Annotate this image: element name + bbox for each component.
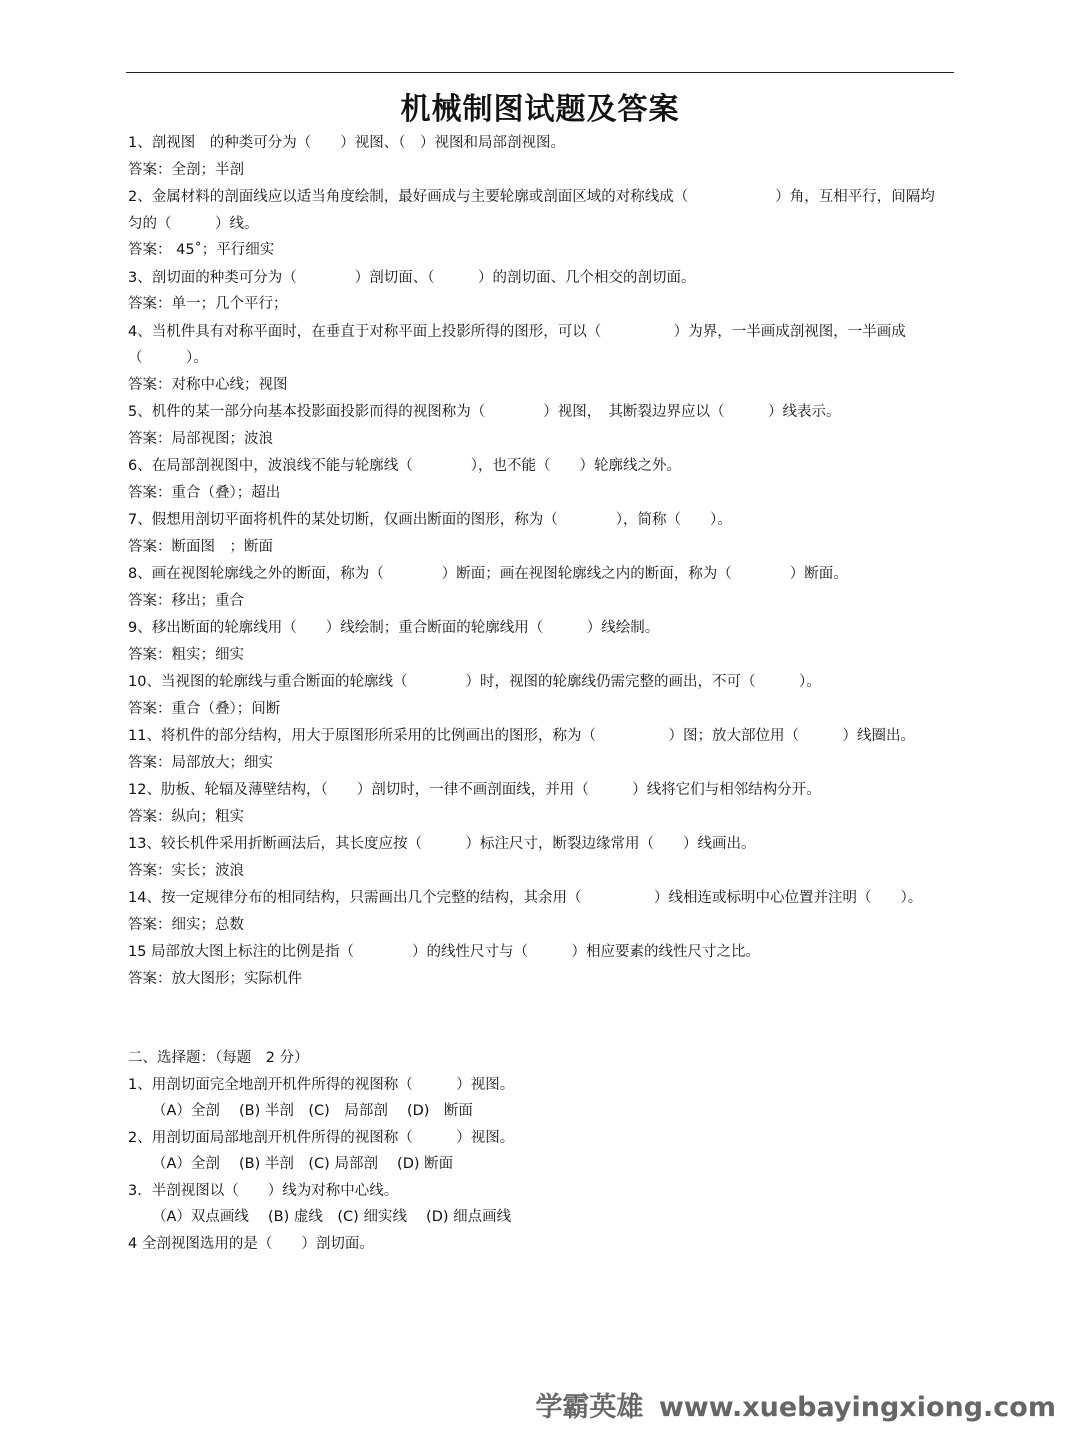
answer-5: 答案：局部视图；波浪 <box>128 430 273 447</box>
watermark-url: www.xuebayingxiong.com <box>658 1392 1056 1423</box>
answer-9: 答案：粗实；细实 <box>128 646 244 663</box>
choice-options-1: （A）全剖 (B) 半剖 (C) 局部剖 (D) 断面 <box>152 1103 473 1119</box>
question-15: 15 局部放大图上标注的比例是指（ ）的线性尺寸与（ ）相应要素的线性尺寸之比。 <box>128 944 761 960</box>
answer-11: 答案：局部放大；细实 <box>128 754 273 771</box>
answer-1: 答案：全剖；半剖 <box>128 161 244 178</box>
answer-4: 答案：对称中心线；视图 <box>128 376 288 393</box>
choice-question-3: 3．半剖视图以（ ）线为对称中心线。 <box>128 1182 399 1199</box>
answer-7: 答案：断面图 ；断面 <box>128 538 273 555</box>
document-body <box>128 130 948 1257</box>
answer-8: 答案：移出；重合 <box>128 592 244 609</box>
question-3: 3、剖切面的种类可分为（ ）剖切面、（ ）的剖切面、几个相交的剖切面。 <box>128 269 696 286</box>
answer-3: 答案：单一；几个平行； <box>128 296 288 312</box>
watermark <box>535 1385 1056 1424</box>
answer-6: 答案：重合（叠）；超出 <box>128 484 281 501</box>
answer-10: 答案：重合（叠）；间断 <box>128 700 281 717</box>
question-12: 12、肋板、轮辐及薄壁结构，（ ）剖切时，一律不画剖面线，并用（ ）线将它们与相邻结构分开。 <box>128 782 821 798</box>
answer-12: 答案：纵向；粗实 <box>128 808 244 825</box>
choice-heading: 二、选择题：（每题 2 分） <box>128 1050 309 1066</box>
choice-question-1: 1、用剖切面完全地剖开机件所得的视图称（ ）视图。 <box>128 1076 515 1093</box>
question-13: 13、较长机件采用折断画法后，其长度应按（ ）标注尺寸，断裂边缘常用（ ）线画出。 <box>128 836 756 852</box>
watermark-brand: 学霸英雄 <box>535 1392 644 1423</box>
question-14: 14、按一定规律分布的相同结构，只需画出几个完整的结构，其余用（ ）线相连或标明中心位置并注明（ ）。 <box>128 890 923 906</box>
question-1: 1、剖视图 的种类可分为（ ）视图、（ ）视图和局部剖视图。 <box>128 135 565 151</box>
answer-13: 答案：实长；波浪 <box>128 862 244 879</box>
page-title: 机械制图试题及答案 <box>400 92 680 127</box>
question-2: 2、金属材料的剖面线应以适当角度绘制，最好画成与主要轮廓或剖面区域的对称线成（ ）角，互相平行，间隔均匀的（ ）线。 <box>128 189 935 232</box>
question-4: 4、当机件具有对称平面时，在垂直于对称平面上投影所得的图形，可以（ ）为界，一半画成剖视图，一半画成（ ）。 <box>128 323 906 366</box>
answer-2: 答案： 45˚；平行细实 <box>128 242 275 258</box>
fill-in-section <box>128 130 948 992</box>
question-9: 9、移出断面的轮廓线用（ ）线绘制；重合断面的轮廓线用（ ）线绘制。 <box>128 620 660 636</box>
question-11: 11、将机件的部分结构，用大于原图形所采用的比例画出的图形，称为（ ）图；放大部位用（ ）线圈出。 <box>128 728 915 744</box>
question-6: 6、在局部剖视图中，波浪线不能与轮廓线（ ），也不能（ ）轮廓线之外。 <box>128 458 681 474</box>
choice-options-3: （A）双点画线 (B) 虚线 (C) 细实线 (D) 细点画线 <box>152 1209 512 1225</box>
choice-section <box>128 1045 948 1257</box>
choice-options-2: （A）全剖 (B) 半剖 (C) 局部剖 (D) 断面 <box>152 1156 454 1172</box>
answer-14: 答案：细实；总数 <box>128 916 244 933</box>
question-5: 5、机件的某一部分向基本投影面投影而得的视图称为（ ）视图， 其断裂边界应以（ ）线表示。 <box>128 404 841 420</box>
top-rule <box>126 72 954 73</box>
section-gap <box>128 993 948 1045</box>
question-10: 10、当视图的轮廓线与重合断面的轮廓线（ ）时，视图的轮廓线仍需完整的画出，不可（ ）。 <box>128 674 821 690</box>
choice-question-4: 4 全剖视图选用的是（ ）剖切面。 <box>128 1235 374 1252</box>
question-7: 7、假想用剖切平面将机件的某处切断，仅画出断面的图形，称为（ ），简称（ ）。 <box>128 512 732 528</box>
answer-15: 答案：放大图形；实际机件 <box>128 970 302 987</box>
question-8: 8、画在视图轮廓线之外的断面，称为（ ）断面；画在视图轮廓线之内的断面，称为（ ）断面。 <box>128 566 848 582</box>
choice-question-2: 2、用剖切面局部地剖开机件所得的视图称（ ）视图。 <box>128 1129 515 1146</box>
